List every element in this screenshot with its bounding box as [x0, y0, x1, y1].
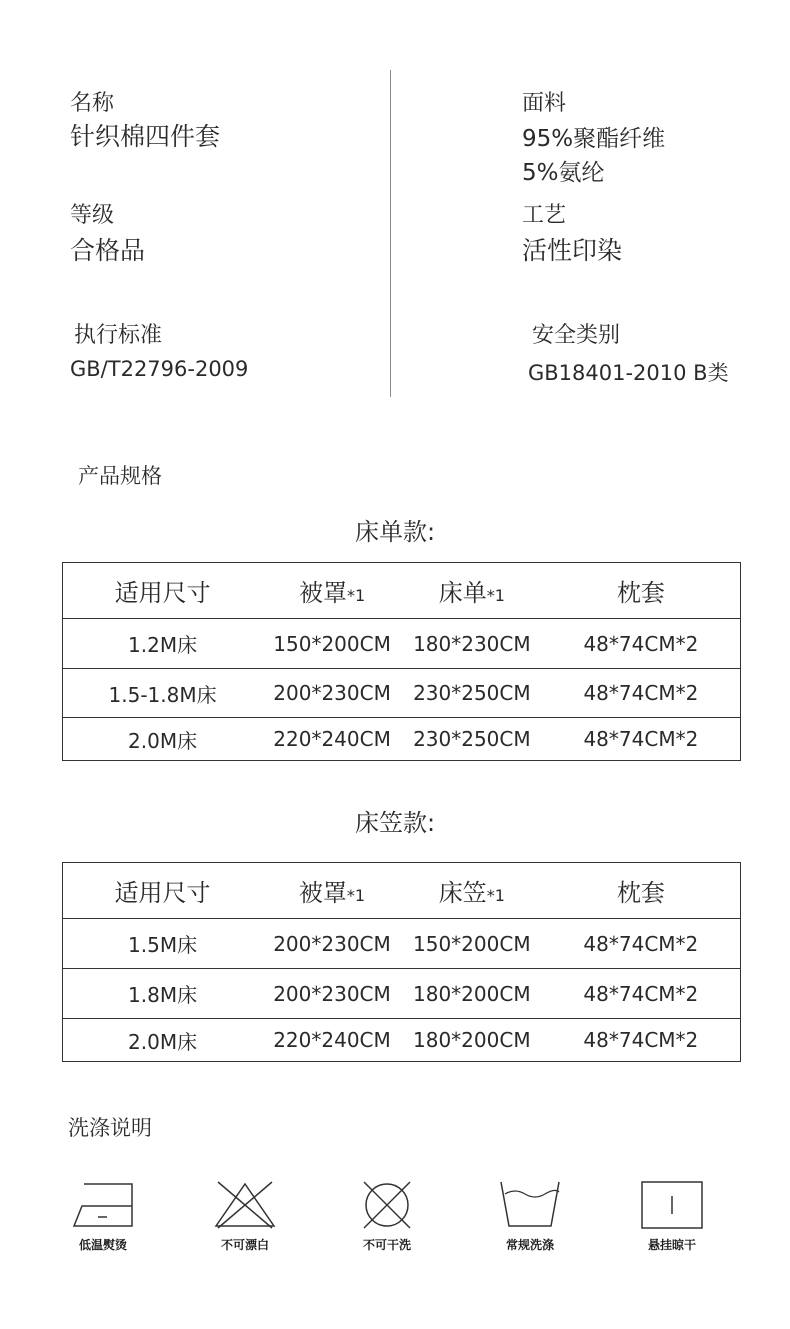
fabric-line-1: 95%聚酯纤维 — [522, 126, 666, 152]
header-cell — [402, 563, 542, 619]
sheet-table-title: 床单款: — [354, 518, 436, 546]
table-cell: 230*250CM — [402, 669, 542, 718]
wash-section-title: 洗涤说明 — [68, 1116, 152, 1140]
table-cell: 1.2M床 — [63, 619, 263, 669]
header-suffix: *1 — [486, 586, 505, 605]
table-cell: 150*200CM — [262, 619, 402, 669]
wash-label: 常规洗涤 — [505, 1238, 554, 1252]
wash-label: 悬挂晾干 — [647, 1238, 696, 1252]
header-cell: 枕套 — [616, 879, 665, 907]
no-dry-clean-icon — [354, 1180, 420, 1230]
hang-dry-icon — [639, 1180, 705, 1230]
table-cell: 180*200CM — [402, 969, 542, 1019]
wash-item — [632, 1180, 712, 1253]
table-cell: 48*74CM*2 — [542, 669, 741, 718]
table-cell: 1.5M床 — [63, 919, 263, 969]
wash-tub-icon — [497, 1180, 563, 1230]
wash-item — [347, 1180, 427, 1253]
wash-item — [205, 1180, 285, 1253]
table-cell: 48*74CM*2 — [542, 969, 741, 1019]
table-row — [63, 619, 741, 669]
wash-item — [63, 1180, 143, 1253]
table-cell: 200*230CM — [262, 669, 402, 718]
table-cell: 230*250CM — [402, 718, 542, 761]
fabric-line-2: 5%氨纶 — [522, 160, 605, 186]
table-row — [63, 718, 741, 761]
sheet-spec-table — [62, 562, 741, 761]
standard-label: 执行标准 — [74, 323, 163, 348]
safety-label: 安全类别 — [532, 323, 621, 348]
name-value: 针织棉四件套 — [70, 122, 221, 151]
craft-label: 工艺 — [522, 203, 567, 228]
header-text: 被罩 — [298, 579, 347, 607]
table-cell: 48*74CM*2 — [542, 718, 741, 761]
safety-value: GB18401-2010 B类 — [528, 361, 729, 385]
fitted-table-title: 床笠款: — [354, 809, 436, 837]
table-row — [63, 919, 741, 969]
table-cell: 180*200CM — [402, 1019, 542, 1062]
header-cell — [262, 863, 402, 919]
table-cell: 2.0M床 — [63, 718, 263, 761]
iron-low-icon — [70, 1180, 136, 1230]
table-cell: 1.5-1.8M床 — [63, 669, 263, 718]
header-suffix: *1 — [346, 586, 366, 605]
table-cell: 48*74CM*2 — [542, 1019, 741, 1062]
name-label: 名称 — [70, 91, 115, 116]
header-cell: 枕套 — [616, 579, 665, 607]
table-cell: 2.0M床 — [63, 1019, 263, 1062]
info-divider — [390, 70, 391, 397]
wash-label: 不可漂白 — [220, 1238, 269, 1252]
table-row — [63, 969, 741, 1019]
header-text: 床笠 — [438, 879, 487, 907]
table-header-row — [63, 863, 741, 919]
table-cell: 180*230CM — [402, 619, 542, 669]
header-cell — [402, 863, 542, 919]
table-cell: 48*74CM*2 — [542, 919, 741, 969]
header-cell — [262, 563, 402, 619]
spec-section-title: 产品规格 — [78, 464, 162, 488]
table-cell: 200*230CM — [262, 969, 402, 1019]
table-cell: 150*200CM — [402, 919, 542, 969]
table-cell: 1.8M床 — [63, 969, 263, 1019]
header-cell: 适用尺寸 — [114, 579, 211, 607]
standard-value: GB/T22796-2009 — [70, 357, 249, 381]
no-bleach-icon — [212, 1180, 278, 1230]
header-cell: 适用尺寸 — [114, 879, 211, 907]
grade-value: 合格品 — [70, 236, 146, 265]
table-header-row — [63, 563, 741, 619]
fabric-label: 面料 — [522, 91, 567, 116]
table-row — [63, 669, 741, 718]
table-cell: 220*240CM — [262, 1019, 402, 1062]
fitted-spec-table — [62, 862, 741, 1062]
wash-label: 不可干洗 — [362, 1238, 411, 1252]
grade-label: 等级 — [70, 203, 115, 228]
craft-value: 活性印染 — [522, 236, 623, 265]
table-cell: 48*74CM*2 — [542, 619, 741, 669]
header-suffix: *1 — [346, 886, 366, 905]
table-cell: 200*230CM — [262, 919, 402, 969]
table-cell: 220*240CM — [262, 718, 402, 761]
wash-item — [490, 1180, 570, 1253]
wash-label: 低温熨烫 — [78, 1238, 127, 1252]
header-text: 床单 — [438, 579, 487, 607]
table-row — [63, 1019, 741, 1062]
header-text: 被罩 — [298, 879, 347, 907]
header-suffix: *1 — [486, 886, 505, 905]
